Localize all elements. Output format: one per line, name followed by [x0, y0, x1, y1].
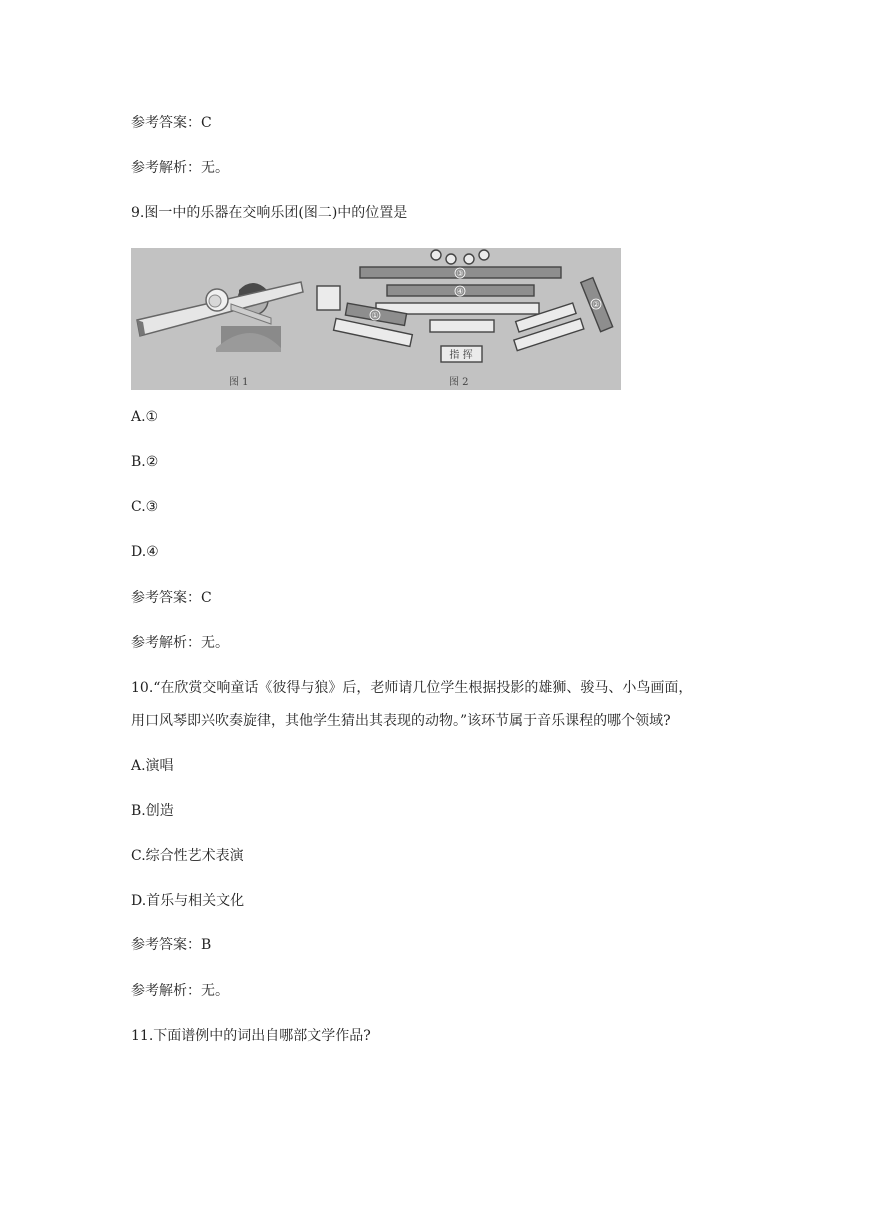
figure-2-label: 图 2	[449, 377, 469, 388]
answer-text: 参考答案：C	[131, 115, 212, 131]
analysis-text: 参考解析：无。	[131, 983, 229, 999]
option-b: B.②	[131, 454, 159, 470]
question-9: 9.图一中的乐器在交响乐团(图二)中的位置是	[131, 205, 408, 221]
option-b: B.创造	[131, 803, 174, 819]
question-10-line-1: 10.“在欣赏交响童话《彼得与狼》后，老师请几位学生根据投影的雄狮、骏马、小鸟画面，	[131, 680, 693, 696]
conductor-label: 指 挥	[449, 350, 473, 361]
answer-text: 参考答案：B	[131, 937, 212, 953]
analysis-text: 参考解析：无。	[131, 160, 229, 176]
option-a: A.演唱	[131, 758, 174, 774]
marker-3: ③	[456, 269, 464, 278]
figure-1-label: 图 1	[229, 377, 249, 388]
option-d: D.首乐与相关文化	[131, 893, 245, 909]
question-11: 11.下面谱例中的词出自哪部文学作品?	[131, 1028, 371, 1044]
option-c: C.综合性艺术表演	[131, 848, 244, 864]
option-c: C.③	[131, 499, 159, 515]
marker-4: ④	[456, 287, 464, 296]
option-a: A.①	[131, 409, 159, 425]
analysis-text: 参考解析：无。	[131, 635, 229, 651]
option-d: D.④	[131, 544, 159, 560]
question-10-line-2: 用口风琴即兴吹奏旋律，其他学生猜出其表现的动物。”该环节属于音乐课程的哪个领域?	[131, 713, 671, 729]
marker-1: ①	[371, 311, 379, 320]
marker-2: ②	[592, 300, 600, 309]
answer-text: 参考答案：C	[131, 590, 212, 606]
question-9-figure	[131, 248, 621, 390]
